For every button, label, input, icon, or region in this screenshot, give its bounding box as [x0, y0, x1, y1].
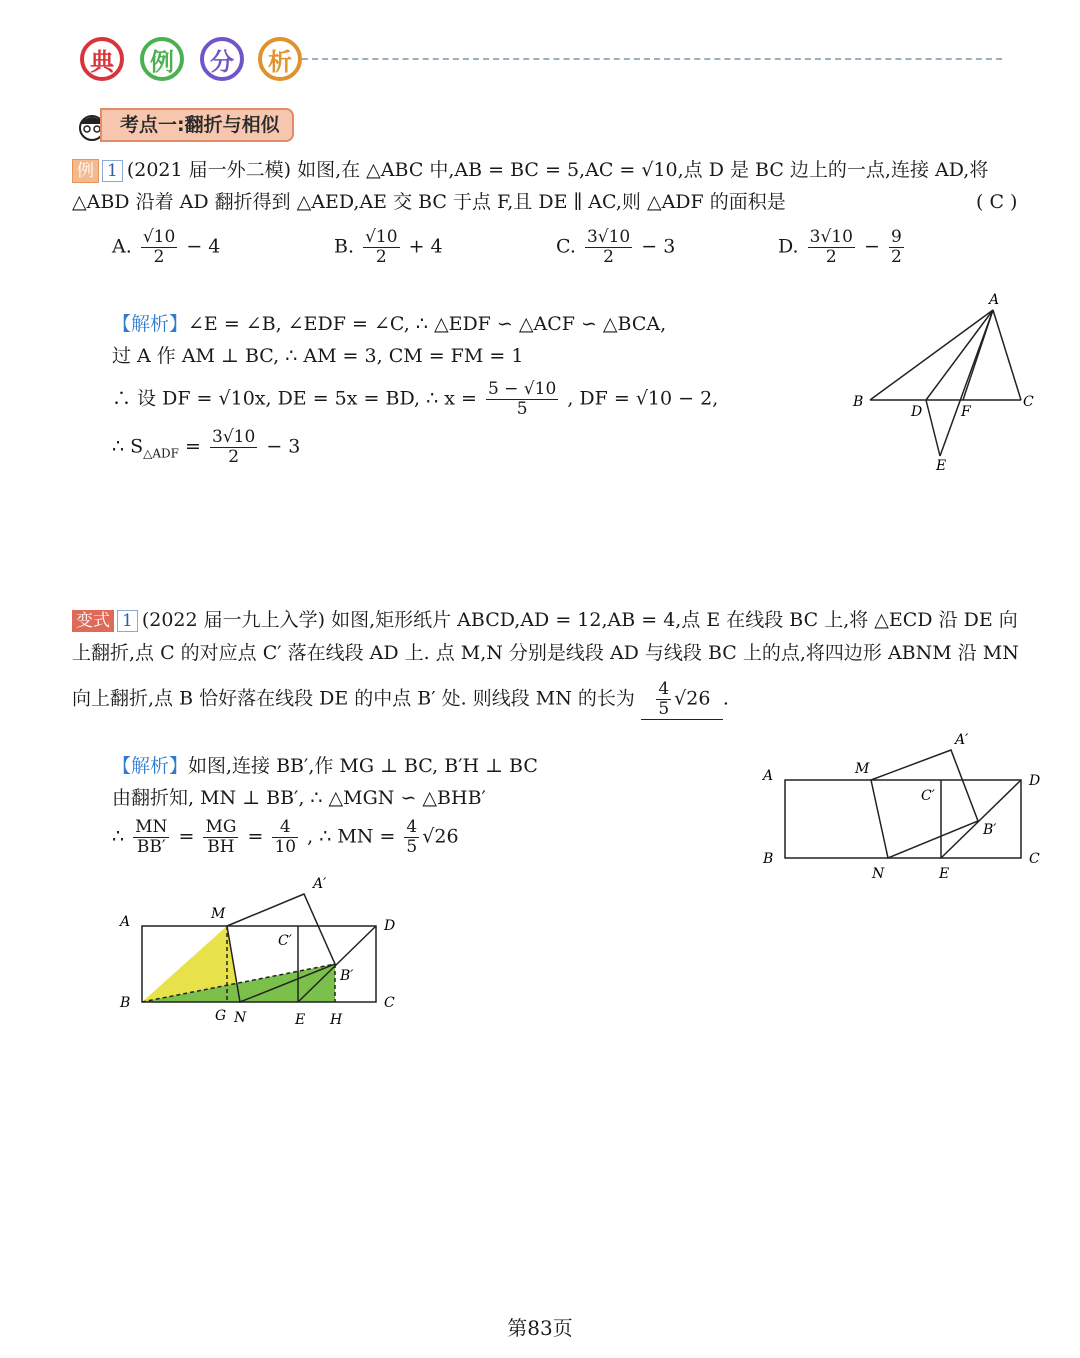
r-label-c: C [1029, 851, 1040, 867]
ex1-sol-l3a: ∴ 设 DF = √10x, DE = 5x = BD, ∴ x = [112, 387, 477, 410]
r-label-c1: C′ [921, 788, 935, 804]
var1-f4-num: 4 [406, 817, 418, 837]
l-label-a: A [120, 914, 131, 930]
r-label-a1: A′ [955, 732, 969, 748]
ex1-sol-l4-den: 2 [228, 447, 240, 467]
label-e: E [936, 458, 947, 474]
segment-ac [993, 310, 1021, 400]
variant1-line1 [72, 604, 1018, 636]
header-char-dian: 典 [80, 37, 124, 81]
label-d: D [911, 404, 923, 420]
var1-sol-l2: 由翻折知, MN ⊥ BB′, ∴ △MGN ∽ △BHB′ [112, 787, 486, 809]
option-b-tail: + 4 [408, 235, 443, 258]
option-b-den: 2 [375, 247, 387, 267]
variant1-text2: 上翻折,点 C 的对应点 C′ 落在线段 AD 上. 点 M,N 分别是线段 AD 与线段 BC 上的点,将四边形 ABNM 沿 MN [72, 642, 1019, 664]
variant-badge: 变式 [72, 610, 114, 632]
segment-de [941, 780, 1021, 858]
option-a-fraction [141, 228, 177, 267]
header-divider [302, 58, 1002, 60]
l-label-h: H [330, 1012, 343, 1028]
example1-text2: △ABD 沿着 AD 翻折得到 △AED,AE 交 BC 于点 F,且 DE ∥ AC,则 △ADF 的面积是 [72, 191, 786, 213]
ex1-sol-l4-fraction [210, 428, 257, 467]
option-c [556, 228, 675, 267]
l-label-d: D [384, 918, 396, 934]
option-c-fraction [585, 228, 632, 267]
option-d-label: D. [778, 235, 799, 258]
option-a [112, 228, 220, 267]
option-b-fraction [363, 228, 399, 267]
example1-text1: (2021 届一外二模) 如图,在 △ABC 中,AB = BC = 5,AC = √10,点 D 是 BC 边上的一点,连接 AD,将 [126, 159, 989, 181]
folded-quad [871, 750, 978, 858]
var1-solution-line3: ∴ $\frac{MN}{BB'}$ = $\frac{MG}{BH}$ = $\frac{4}{10}$ , ∴ MN = $\frac{4}{5}$ √26 [112, 817, 459, 857]
ex1-sol-l2: 过 A 作 AM ⊥ BC, ∴ AM = 3, CM = FM = 1 [112, 345, 524, 367]
segment-de [926, 400, 940, 456]
var1-solution-line1 [112, 750, 538, 782]
r-label-m: M [855, 761, 870, 777]
ex1-sol-l4c: − 3 [266, 435, 301, 458]
l-label-m: M [211, 906, 226, 922]
variant1-text3: 向上翻折,点 B 恰好落在线段 DE 的中点 B′ 处. 则线段 MN 的长为 [72, 687, 635, 710]
ex1-sol-l3-den: 5 [516, 399, 528, 419]
option-d-den: 2 [825, 247, 837, 267]
ex1-solution-line4 [112, 428, 300, 469]
option-c-tail: − 3 [641, 235, 676, 258]
l-label-b1: B′ [340, 968, 354, 984]
example-badge: 例 [72, 159, 99, 183]
var1-f1-den: BB′ [136, 837, 166, 857]
var1-frac-4-10 [272, 818, 298, 857]
example1-line1 [72, 154, 988, 186]
ex1-sol-l1: ∠E = ∠B, ∠EDF = ∠C, ∴ △EDF ∽ △ACF ∽ △BCA, [188, 313, 667, 335]
example-number: 1 [102, 160, 123, 182]
ex1-solution-line1 [112, 308, 666, 340]
ex1-solution-line3 [112, 380, 718, 419]
option-b-label: B. [334, 235, 355, 258]
option-a-tail: − 4 [186, 235, 221, 258]
option-b-num: √10 [365, 227, 398, 247]
label-b: B [853, 394, 864, 410]
segment-ab [870, 310, 993, 400]
r-label-n: N [872, 866, 885, 882]
option-c-den: 2 [603, 247, 614, 267]
var1-f2-den: BH [207, 837, 235, 857]
variant1-answer [641, 680, 723, 720]
option-b [334, 228, 443, 267]
r-label-b1: B′ [983, 822, 997, 838]
page-number: 第83页 [507, 1316, 573, 1340]
header-char-li: 例 [140, 37, 184, 81]
ex1-sol-l4a: ∴ S [112, 435, 144, 458]
segment-de-sol [298, 926, 376, 1002]
r-label-d: D [1029, 773, 1041, 789]
r-label-a: A [763, 768, 774, 784]
variant1-answer-fraction [656, 680, 671, 719]
option-d [778, 228, 907, 267]
option-d-fraction [808, 228, 855, 267]
var1-f4-den: 5 [406, 837, 418, 857]
ex1-sol-l3b: , DF = √10 − 2, [567, 387, 719, 410]
variant1-line3: 向上翻折,点 B 恰好落在线段 DE 的中点 B′ 处. 则线段 MN 的长为 $\frac{4}{5}$ √26 . [72, 679, 729, 719]
example1-answer: ( C ) [976, 191, 1018, 213]
var1-frac-4-5 [404, 818, 419, 857]
var1-f3-num: 4 [272, 818, 298, 838]
var1-frac-mg-bh [203, 818, 238, 857]
header-char-xi: 析 [258, 37, 302, 81]
var1-sol-l1: 如图,连接 BB′,作 MG ⊥ BC, B′H ⊥ BC [188, 755, 538, 777]
r-label-e: E [939, 866, 950, 882]
topic-tag: 考点一:翻折与相似 [100, 108, 294, 142]
option-d-den2: 2 [890, 247, 902, 267]
ex1-sol-l4-sub: △ADF [143, 446, 179, 461]
r-label-b: B [763, 851, 774, 867]
rectangle-fold-figure [755, 728, 1055, 888]
label-f: F [961, 404, 971, 420]
var1-sol-radical: √26 [422, 825, 459, 848]
ex1-sol-l4-num: 3√10 [212, 427, 256, 447]
header-char-fen: 分 [200, 37, 244, 81]
option-d-num2: 9 [890, 227, 902, 247]
l-label-n: N [234, 1010, 247, 1026]
option-c-label: C. [556, 235, 576, 258]
rect-abcd [785, 780, 1021, 858]
variant1-text1: (2022 届一九上入学) 如图,矩形纸片 ABCD,AD = 12,AB = 4,点 E 在线段 BC 上,将 △ECD 沿 DE 向 [141, 609, 1018, 631]
l-label-g: G [215, 1008, 227, 1024]
variant-number: 1 [117, 610, 138, 632]
solution-tag: 【解析】 [112, 313, 189, 335]
option-a-den: 2 [153, 247, 165, 267]
ex1-sol-l3-fraction [486, 380, 558, 419]
option-d-fraction2 [889, 228, 904, 267]
l-label-a1: A′ [313, 876, 327, 892]
segment-af [963, 310, 993, 400]
label-a: A [989, 292, 1000, 308]
l-label-c: C [384, 995, 395, 1011]
var1-f2-num: MG [205, 817, 237, 837]
var1-f1-num: MN [135, 817, 168, 837]
var1-frac-mn-bb [133, 818, 169, 857]
l-label-e: E [295, 1012, 306, 1028]
segment-ad [926, 310, 993, 400]
option-c-num: 3√10 [586, 227, 631, 247]
option-a-label: A. [112, 235, 132, 258]
var-solution-tag: 【解析】 [112, 755, 189, 777]
triangle-figure [845, 288, 1045, 478]
ex1-sol-l4b: = [185, 435, 201, 458]
l-label-c1: C′ [278, 933, 292, 949]
variant1-answer-num: 4 [658, 679, 670, 699]
variant1-answer-radical: √26 [674, 687, 711, 710]
option-d-tail: − [863, 235, 880, 258]
label-c: C [1023, 394, 1034, 410]
var1-f3-den: 10 [274, 837, 297, 857]
solution-fold-figure [112, 870, 412, 1035]
ex1-sol-l3-num: 5 − √10 [487, 379, 557, 399]
variant1-answer-den: 5 [658, 699, 670, 719]
option-d-num: 3√10 [809, 227, 853, 247]
option-a-num: √10 [142, 227, 176, 247]
l-label-b: B [120, 995, 131, 1011]
var1-sol-mid: , ∴ MN = [307, 825, 396, 848]
